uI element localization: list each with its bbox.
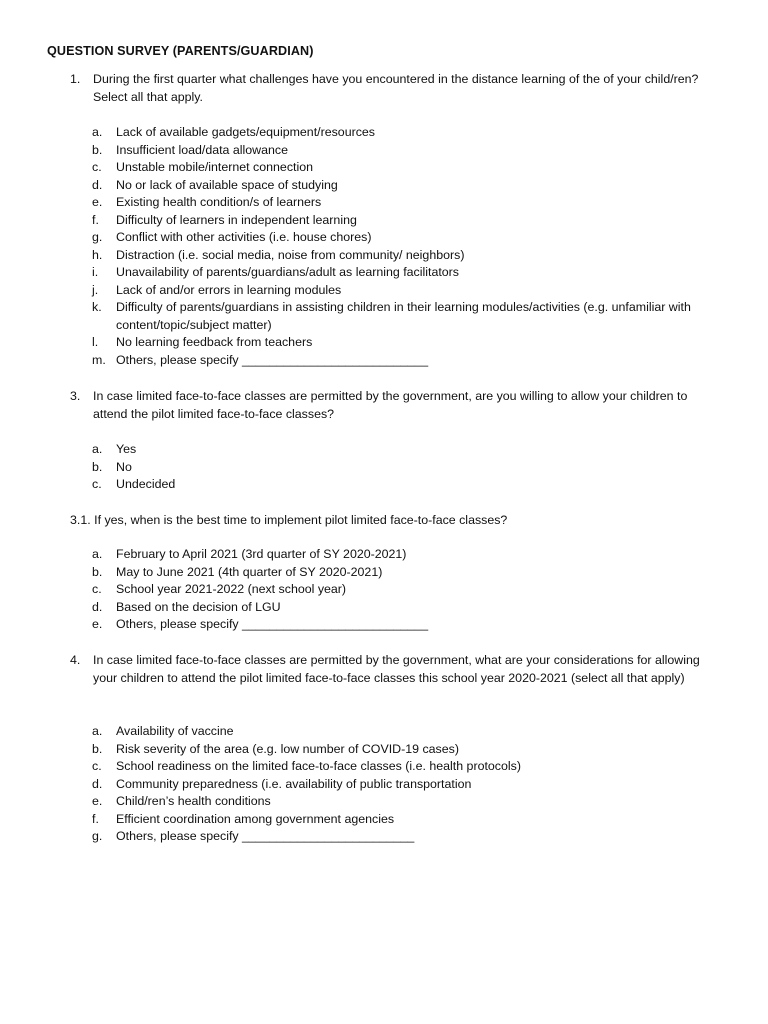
option-item — [92, 212, 722, 230]
option-text: Distraction (i.e. social media, noise from community/ neighbors) — [116, 247, 465, 262]
option-item — [92, 741, 722, 759]
question-4 — [70, 652, 720, 687]
option-item — [92, 476, 722, 494]
question-text — [70, 512, 720, 530]
option-item — [92, 124, 722, 142]
option-text: Risk severity of the area (e.g. low number of COVID-19 cases) — [116, 741, 459, 756]
question-4-options — [92, 723, 722, 846]
page-title: QUESTION SURVEY (PARENTS/GUARDIAN) — [47, 44, 314, 58]
question-number: 3. — [70, 389, 81, 403]
option-text: Existing health condition/s of learners — [116, 195, 322, 209]
option-text: Insufficient load/data allowance — [116, 142, 288, 157]
option-item — [92, 828, 722, 846]
option-text: Conflict with other activities (i.e. house chores) — [116, 230, 372, 244]
option-letter: e. — [92, 195, 103, 209]
option-letter: m. — [92, 352, 106, 367]
option-item — [92, 776, 722, 794]
option-letter: g. — [92, 230, 103, 244]
option-item — [92, 581, 722, 599]
option-text: Others, please specify ___________________________ — [116, 352, 429, 367]
option-text: Others, please specify _________________________ — [116, 829, 415, 843]
option-item — [92, 441, 722, 459]
option-item — [92, 793, 722, 811]
option-item — [92, 159, 722, 177]
option-letter: b. — [92, 142, 103, 157]
option-text: School year 2021-2022 (next school year) — [116, 582, 347, 596]
option-text: Difficulty of learners in independent learning — [116, 212, 357, 227]
option-item — [92, 723, 722, 741]
option-text: Lack of available gadgets/equipment/resources — [116, 125, 375, 139]
option-letter: d. — [92, 599, 103, 614]
question-text: In case limited face-to-face classes are permitted by the government, what are your considerations for allowing your children to attend the pilot limited face-to-face classes this school year 2020-2021 (select all that apply) — [93, 653, 700, 685]
option-letter: a. — [92, 125, 103, 139]
option-item — [92, 564, 722, 582]
option-text: May to June 2021 (4th quarter of SY 2020-2021) — [116, 564, 383, 579]
option-text: Yes — [116, 442, 137, 456]
option-item — [92, 177, 722, 195]
option-text: No or lack of available space of studying — [116, 177, 338, 192]
question-1 — [70, 71, 720, 106]
option-letter: c. — [92, 582, 102, 596]
option-letter: j. — [92, 282, 99, 297]
option-letter: l. — [92, 335, 99, 349]
option-letter: a. — [92, 442, 103, 456]
option-letter: a. — [92, 547, 103, 561]
option-item — [92, 546, 722, 564]
question-number: 3.1. — [70, 513, 91, 527]
question-3-options — [92, 441, 722, 494]
question-3-1 — [70, 512, 720, 530]
question-text: In case limited face-to-face classes are permitted by the government, are you willing to allow your children to attend the pilot limited face-to-face classes? — [93, 389, 688, 421]
option-item — [92, 247, 722, 265]
option-letter: d. — [92, 177, 103, 192]
option-text: Efficient coordination among government agencies — [116, 811, 395, 826]
option-letter: g. — [92, 829, 103, 843]
option-item — [92, 142, 722, 160]
question-text: During the first quarter what challenges have you encountered in the distance learning of the of your child/ren? Select all that apply. — [93, 72, 699, 104]
option-text: Unavailability of parents/guardians/adult as learning facilitators — [116, 265, 459, 279]
option-text: No — [116, 459, 132, 474]
option-letter: a. — [92, 724, 103, 738]
option-text: Community preparedness (i.e. availability of public transportation — [116, 776, 472, 791]
option-letter: f. — [92, 811, 99, 826]
option-text: Undecided — [116, 477, 176, 491]
option-letter: e. — [92, 794, 103, 808]
option-text: Child/ren’s health conditions — [116, 794, 271, 808]
question-3-1-options — [92, 546, 722, 634]
option-item — [92, 282, 722, 300]
option-letter: h. — [92, 247, 103, 262]
option-text: Others, please specify ___________________________ — [116, 617, 429, 631]
option-text: No learning feedback from teachers — [116, 335, 313, 349]
question-number: 4. — [70, 653, 81, 667]
option-item — [92, 811, 722, 829]
option-text: Unstable mobile/internet connection — [116, 160, 313, 174]
option-item — [92, 459, 722, 477]
option-text: February to April 2021 (3rd quarter of SY 2020-2021) — [116, 547, 407, 561]
option-letter: k. — [92, 300, 102, 314]
option-item — [92, 194, 722, 212]
option-letter: d. — [92, 776, 103, 791]
option-item — [92, 299, 722, 334]
option-text: Difficulty of parents/guardians in assisting children in their learning modules/activities (e.g. unfamiliar with content/topic/subject matter) — [116, 300, 691, 332]
option-item — [92, 616, 722, 634]
question-1-options — [92, 124, 722, 369]
question-3 — [70, 388, 720, 423]
option-letter: b. — [92, 459, 103, 474]
option-letter: c. — [92, 160, 102, 174]
option-text: School readiness on the limited face-to-face classes (i.e. health protocols) — [116, 759, 521, 773]
option-item — [92, 352, 722, 370]
question-text-body: If yes, when is the best time to implement pilot limited face-to-face classes? — [94, 513, 508, 527]
option-letter: b. — [92, 564, 103, 579]
option-item — [92, 758, 722, 776]
option-letter: b. — [92, 741, 103, 756]
option-letter: c. — [92, 759, 102, 773]
option-item — [92, 334, 722, 352]
option-item — [92, 229, 722, 247]
option-letter: i. — [92, 265, 99, 279]
option-letter: e. — [92, 617, 103, 631]
option-item — [92, 264, 722, 282]
option-text: Availability of vaccine — [116, 724, 234, 738]
question-number: 1. — [70, 72, 81, 86]
option-letter: f. — [92, 212, 99, 227]
option-text: Based on the decision of LGU — [116, 599, 281, 614]
option-letter: c. — [92, 477, 102, 491]
option-item — [92, 599, 722, 617]
option-text: Lack of and/or errors in learning modules — [116, 282, 342, 297]
